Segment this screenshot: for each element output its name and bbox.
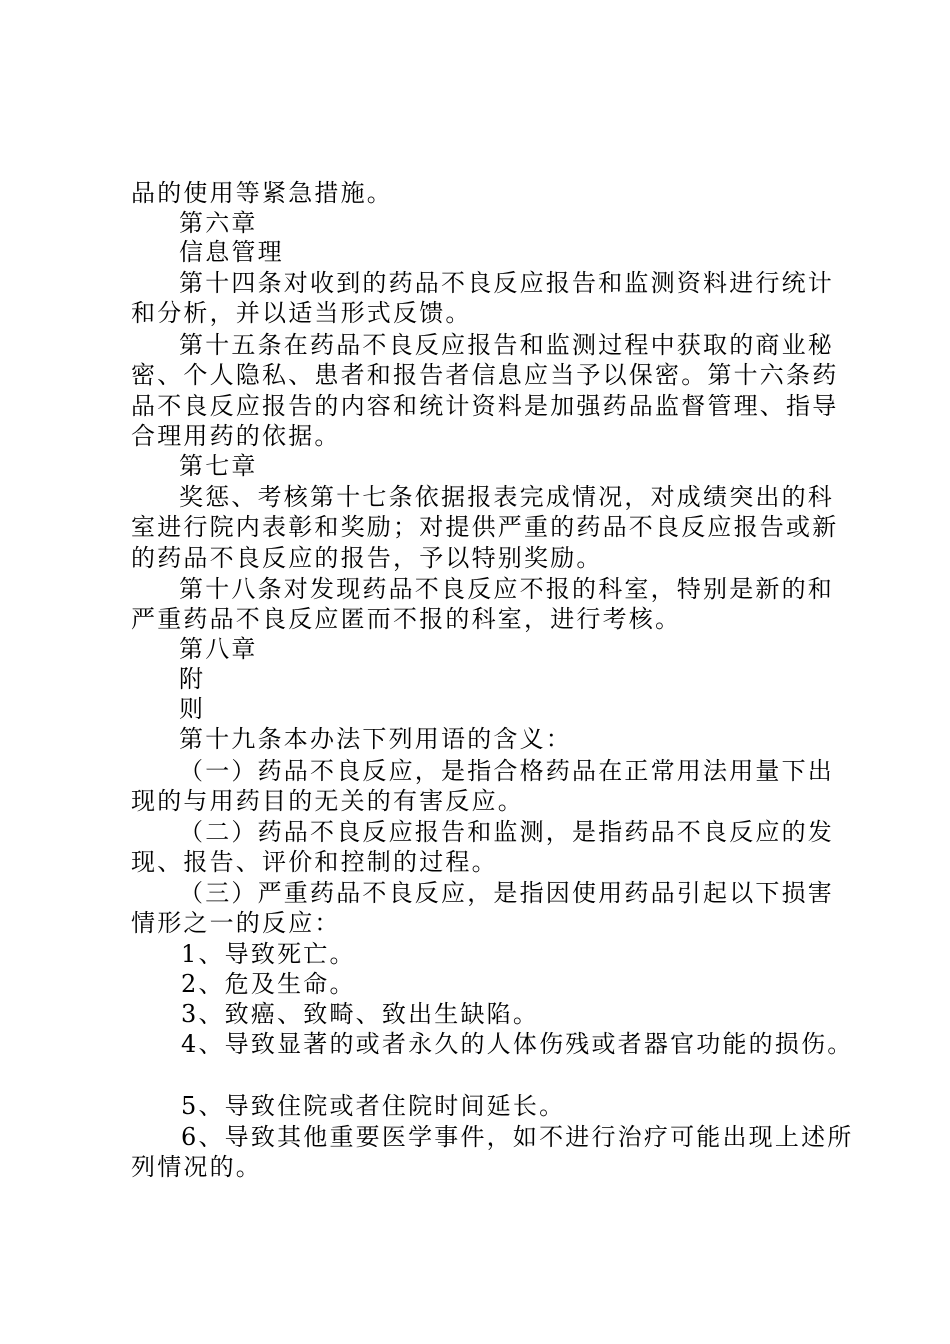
chapter-heading: 第六章 [179, 209, 258, 237]
text-line: 严重药品不良反应匿而不报的科室，进行考核。 [131, 605, 682, 633]
text-line: 第十四条对收到的药品不良反应报告和监测资料进行统计 [179, 269, 834, 297]
list-item: 4、导致显著的或者永久的人体伤残或者器官功能的损伤。 [181, 1030, 854, 1058]
text-line: 和分析，并以适当形式反馈。 [131, 299, 472, 327]
list-item: 6、导致其他重要医学事件，如不进行治疗可能出现上述所 [181, 1123, 854, 1151]
chapter-heading: 第七章 [179, 452, 258, 480]
section-heading: 则 [179, 695, 206, 723]
text-line: 第十八条对发现药品不良反应不报的科室，特别是新的和 [179, 575, 834, 603]
text-line: 列情况的。 [131, 1153, 262, 1181]
chapter-heading: 第八章 [179, 635, 258, 663]
text-line: （二）药品不良反应报告和监测，是指药品不良反应的发 [179, 818, 834, 846]
text-line: 合理用药的依据。 [131, 422, 341, 450]
list-item: 1、导致死亡。 [181, 940, 356, 968]
section-heading: 信息管理 [179, 238, 284, 266]
text-line: （一）药品不良反应，是指合格药品在正常用法用量下出 [179, 757, 834, 785]
text-line: 奖惩、考核第十七条依据报表完成情况，对成绩突出的科 [179, 483, 834, 511]
text-line: 现、报告、评价和控制的过程。 [131, 848, 498, 876]
text-line: 第十九条本办法下列用语的含义： [179, 725, 572, 753]
list-item: 3、致癌、致畸、致出生缺陷。 [181, 1000, 540, 1028]
text-line: 情形之一的反应： [131, 909, 341, 937]
list-item: 2、危及生命。 [181, 970, 356, 998]
section-heading: 附 [179, 665, 206, 693]
text-line: （三）严重药品不良反应，是指因使用药品引起以下损害 [179, 879, 834, 907]
text-line: 品不良反应报告的内容和统计资料是加强药品监督管理、指导 [131, 392, 839, 420]
text-line: 现的与用药目的无关的有害反应。 [131, 787, 524, 815]
text-line: 的药品不良反应的报告，予以特别奖励。 [131, 544, 603, 572]
text-line: 品的使用等紧急措施。 [131, 179, 393, 207]
list-item: 5、导致住院或者住院时间延长。 [181, 1092, 566, 1120]
text-line: 第十五条在药品不良反应报告和监测过程中获取的商业秘 [179, 331, 834, 359]
text-line: 室进行院内表彰和奖励；对提供严重的药品不良反应报告或新 [131, 513, 839, 541]
text-line: 密、个人隐私、患者和报告者信息应当予以保密。第十六条药 [131, 361, 839, 389]
